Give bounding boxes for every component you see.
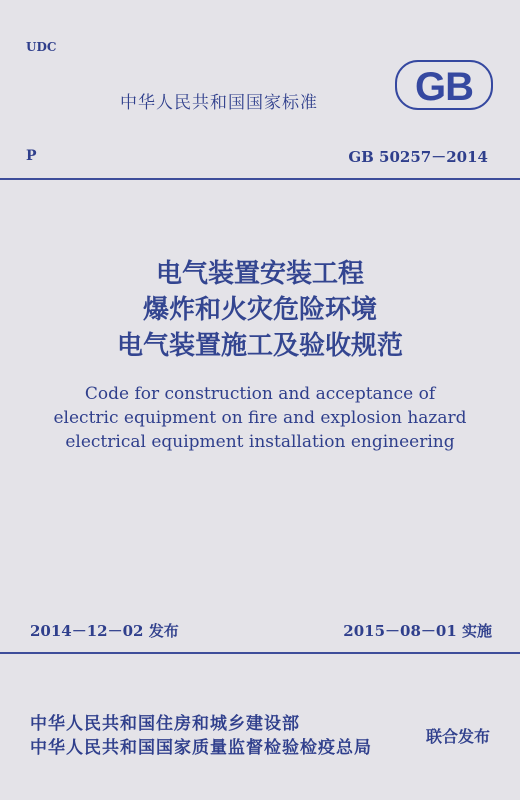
udc-label: UDC <box>26 40 57 54</box>
title-en-line: Code for construction and acceptance of <box>84 384 436 404</box>
gb-logo <box>395 60 493 110</box>
title-en-line: electrical equipment installation engineering <box>65 432 455 452</box>
title-en-line: electric equipment on fire and explosion hazard <box>53 408 467 428</box>
joint-publish-label: 联合发布 <box>425 727 490 746</box>
standard-type-label: 中华人民共和国国家标准 <box>120 93 318 113</box>
bottom-divider <box>0 652 520 654</box>
top-divider <box>0 178 520 180</box>
classification-letter: P <box>26 148 37 164</box>
issue-date: 2014－12－02 发布 <box>30 622 179 640</box>
issuer-block <box>30 712 372 760</box>
title-cn-line: 电气装置施工及验收规范 <box>116 331 403 361</box>
standard-code: GB 50257－2014 <box>348 148 488 166</box>
title-block <box>0 256 520 454</box>
title-cn-line: 爆炸和火灾危险环境 <box>142 295 377 325</box>
issuer-line: 中华人民共和国住房和城乡建设部 <box>30 714 300 734</box>
gb-logo-text: GB <box>415 65 473 109</box>
title-en <box>0 382 520 454</box>
title-cn-line: 电气装置安装工程 <box>155 259 364 289</box>
implement-date: 2015－08－01 实施 <box>343 622 492 640</box>
issuer-line: 中华人民共和国国家质量监督检验检疫总局 <box>30 738 372 758</box>
